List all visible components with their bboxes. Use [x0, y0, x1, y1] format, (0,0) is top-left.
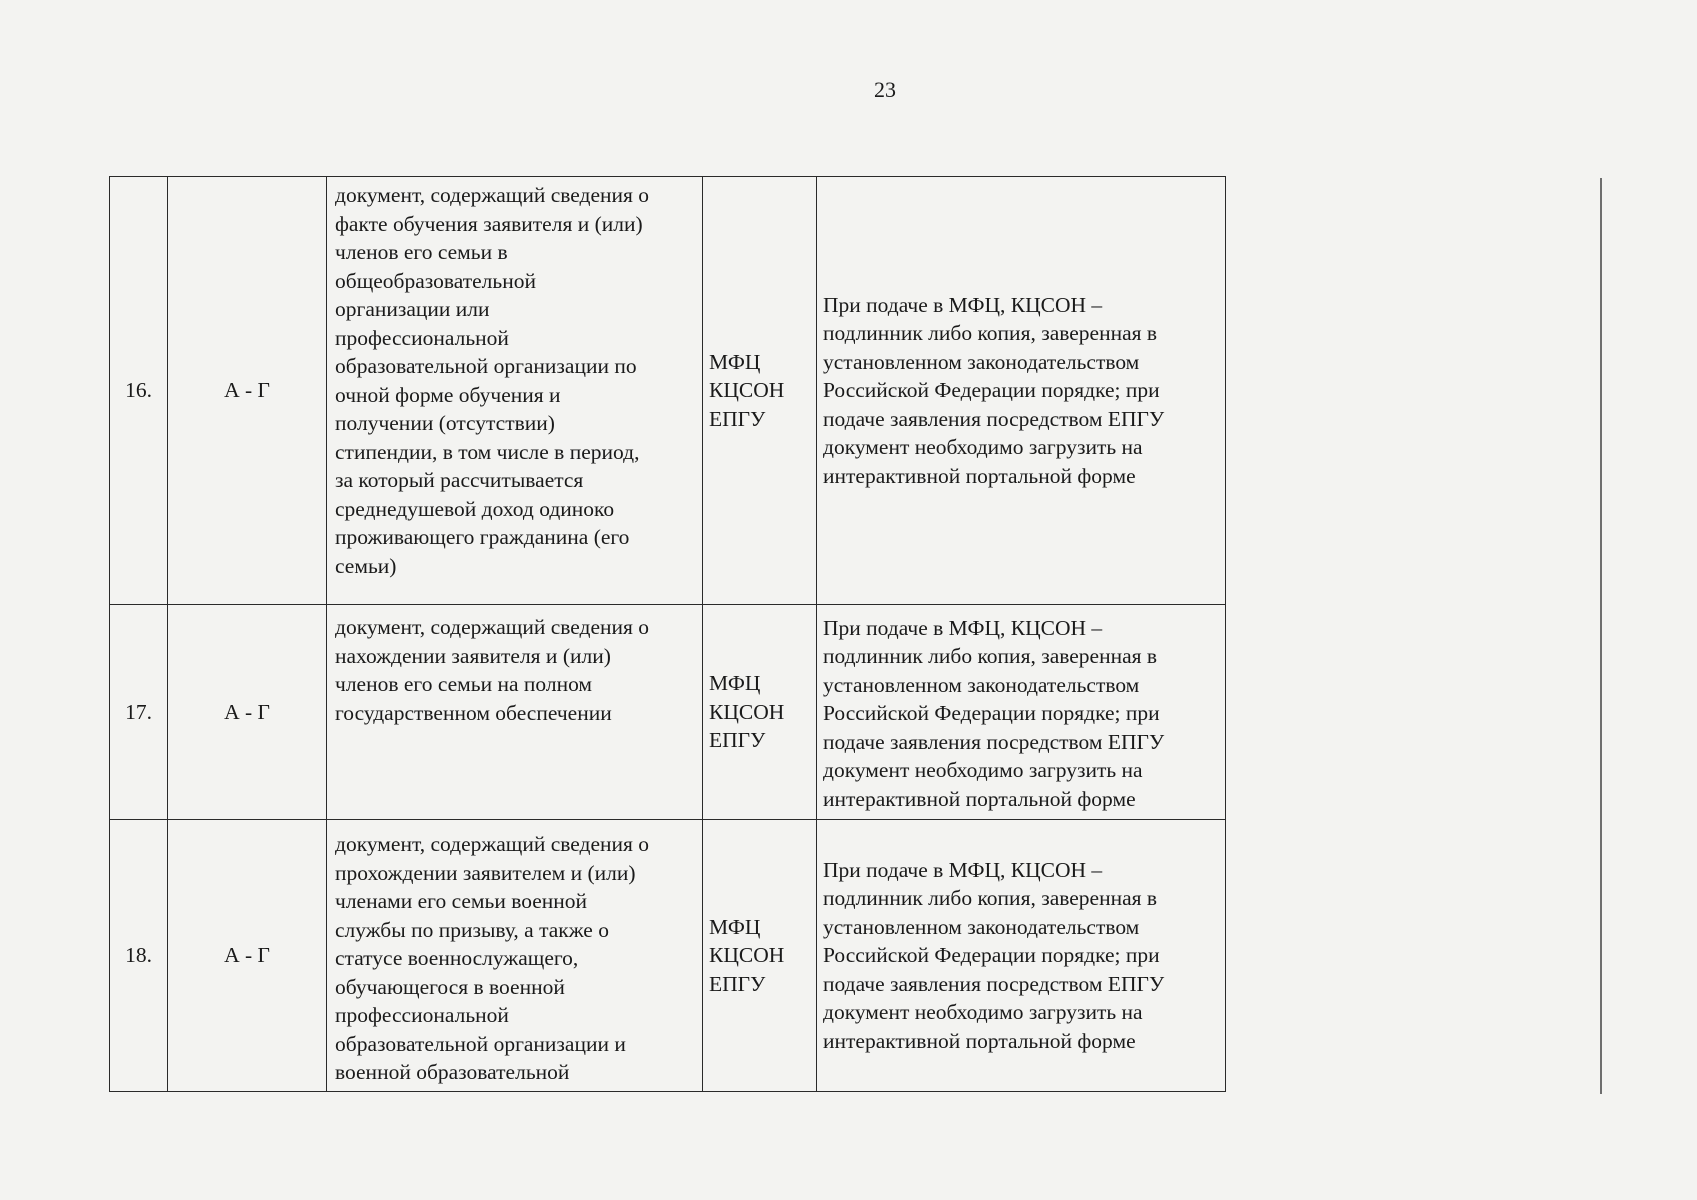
page-number: 23 [874, 77, 896, 102]
document-description-line: стипендии, в том числе в период, [335, 439, 640, 464]
document-description-line: организации или [335, 297, 490, 321]
document-description-line: профессиональной [335, 1003, 509, 1027]
document-description-line: прохождении заявителем и (или) [335, 860, 636, 885]
submission-note-line: подлинник либо копия, заверенная в [823, 886, 1158, 910]
submission-place-line: МФЦ [709, 671, 761, 696]
submission-note-line: подаче заявления посредством ЕПГУ [823, 729, 1165, 754]
row-number-cell: 18. [110, 820, 168, 1092]
document-description-cell [327, 177, 703, 605]
document-description-line: за который рассчитывается [335, 468, 584, 492]
document-description-line: нахождении заявителя и (или) [335, 643, 611, 668]
submission-note-cell [817, 605, 1226, 820]
document-description-line: членами его семьи военной [335, 889, 588, 913]
document-description-line: документ, содержащий сведения о [335, 832, 650, 856]
submission-note-line: интерактивной портальной форме [823, 1028, 1136, 1053]
submission-note-line: документ необходимо загрузить на [823, 758, 1143, 782]
submission-note-line: установленном законодательством [823, 349, 1140, 374]
document-description-cell [327, 605, 703, 820]
submission-note-line: Российской Федерации порядке; при [823, 701, 1160, 725]
submission-place-line: МФЦ [709, 349, 761, 374]
documents-table-body [110, 177, 1226, 1092]
document-description-line: военной образовательной [335, 1060, 570, 1084]
category-cell: А - Г [168, 605, 327, 820]
submission-note-line: подлинник либо копия, заверенная в [823, 321, 1158, 346]
document-description-line: государственном обеспечении [335, 700, 612, 725]
document-description-line: обучающегося в военной [335, 974, 565, 999]
category-cell: А - Г [168, 177, 327, 605]
submission-note-line: документ необходимо загрузить на [823, 435, 1143, 460]
submission-note-line: При подаче в МФЦ, КЦСОН – [823, 857, 1103, 882]
document-description-line: членов его семьи на полном [335, 672, 593, 696]
submission-place-line: ЕПГУ [709, 728, 766, 753]
submission-place-line: КЦСОН [709, 699, 785, 724]
document-description-line: профессиональной [335, 325, 509, 350]
table-row [110, 820, 1226, 1092]
submission-place-cell [703, 177, 817, 605]
submission-note-line: документ необходимо загрузить на [823, 1000, 1143, 1024]
document-description-cell [327, 820, 703, 1092]
submission-place-cell [703, 605, 817, 820]
submission-note-line: интерактивной портальной форме [823, 463, 1136, 488]
submission-place-line: ЕПГУ [709, 406, 766, 431]
submission-place-line: МФЦ [709, 914, 761, 939]
document-description-line: статусе военнослужащего, [335, 946, 579, 970]
submission-place-line: КЦСОН [709, 378, 785, 403]
submission-note-line: подлинник либо копия, заверенная в [823, 644, 1158, 668]
submission-note-line: Российской Федерации порядке; при [823, 378, 1160, 403]
submission-place-line: ЕПГУ [709, 971, 766, 996]
submission-note-line: интерактивной портальной форме [823, 786, 1136, 811]
document-description-line: семьи) [335, 553, 397, 578]
submission-note-line: установленном законодательством [823, 672, 1140, 697]
submission-note-cell [817, 820, 1226, 1092]
document-description-line: образовательной организации и [335, 1031, 626, 1056]
table-row [110, 177, 1226, 605]
document-description-line: членов его семьи в [335, 240, 508, 264]
submission-note-line: подаче заявления посредством ЕПГУ [823, 406, 1165, 431]
submission-place-line: КЦСОН [709, 943, 785, 967]
table-row [110, 605, 1226, 820]
row-number-cell: 17. [110, 605, 168, 820]
documents-table [109, 176, 1226, 1092]
submission-note-line: При подаче в МФЦ, КЦСОН – [823, 292, 1103, 317]
submission-note-cell [817, 177, 1226, 605]
document-description-line: получении (отсутствии) [335, 411, 555, 435]
submission-note-line: установленном законодательством [823, 914, 1140, 939]
document-description-line: документ, содержащий сведения о [335, 615, 650, 639]
submission-note-line: При подаче в МФЦ, КЦСОН – [823, 615, 1103, 640]
submission-note-line: подаче заявления посредством ЕПГУ [823, 971, 1165, 996]
submission-note-line: Российской Федерации порядке; при [823, 943, 1160, 967]
document-description-line: факте обучения заявителя и (или) [335, 211, 643, 236]
category-cell: А - Г [168, 820, 327, 1092]
document-description-line: среднедушевой доход одиноко [335, 496, 615, 521]
document-description-line: проживающего гражданина (его [335, 525, 630, 549]
document-description-line: очной форме обучения и [335, 382, 561, 407]
document-description-line: документ, содержащий сведения о [335, 183, 650, 207]
row-number-cell: 16. [110, 177, 168, 605]
document-description-line: общеобразовательной [335, 268, 536, 293]
page-margin-line [1600, 178, 1602, 1094]
submission-place-cell [703, 820, 817, 1092]
document-description-line: образовательной организации по [335, 354, 637, 378]
document-description-line: службы по призыву, а также о [335, 917, 609, 942]
